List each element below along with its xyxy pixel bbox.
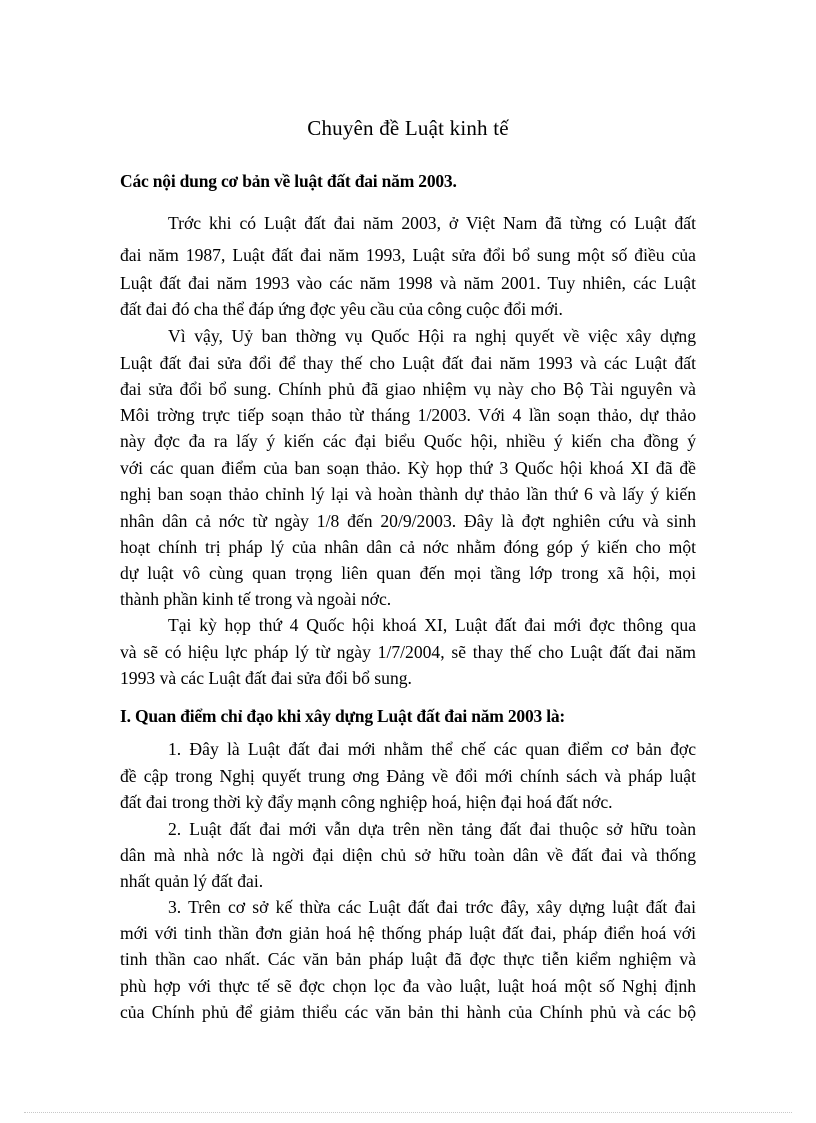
text-line: Luật đất đai năm 1993 vào các năm 1998 và năm 2001. Tuy nhiên, các Luật: [120, 273, 696, 293]
text-line: Môi trờng trực tiếp soạn thảo từ tháng 1/2003. Với 4 lần soạn thảo, dự thảo: [120, 405, 696, 425]
section-heading-overview: Các nội dung cơ bản về luật đất đai năm 2003.: [120, 171, 457, 191]
text-line: phù hợp với thực tế sẽ đợc chọn lọc đa vào luật, luật hoá một số Nghị định: [120, 976, 696, 996]
text-line: dự luật vô cùng quan trọng liên quan đến mọi tầng lớp trong xã hội, mọi: [120, 563, 696, 583]
text-line: 2. Luật đất đai mới vẫn dựa trên nền tảng đất đai thuộc sở hữu toàn: [168, 819, 696, 839]
text-line: và sẽ có hiệu lực pháp lý từ ngày 1/7/2004, sẽ thay thế cho Luật đất đai năm: [120, 642, 696, 662]
text-line: hoạt chính trị pháp lý của nhân dân cả nớc nhằm đóng góp ý kiến cho một: [120, 537, 696, 557]
section-heading-guiding-views: I. Quan điểm chỉ đạo khi xây dựng Luật đất đai năm 2003 là:: [120, 706, 566, 726]
text-line: Luật đất đai sửa đổi để thay thế cho Luật đất đai năm 1993 và các Luật đất: [120, 353, 696, 373]
text-line: 1993 và các Luật đất đai sửa đổi bổ sung.: [120, 668, 412, 688]
text-line: đai năm 1987, Luật đất đai năm 1993, Luật sửa đổi bổ sung một số điều của: [120, 245, 696, 265]
text-line: của Chính phủ để giảm thiểu các văn bản thi hành của Chính phủ và các bộ: [120, 1002, 696, 1022]
text-line: đai sửa đổi bổ sung. Chính phủ đã giao nhiệm vụ này cho Bộ Tài nguyên và: [120, 379, 696, 399]
text-line: nhân dân cả nớc từ ngày 1/8 đến 20/9/2003. Đây là đợt nghiên cứu và sinh: [120, 511, 696, 531]
document-title: Chuyên đề Luật kinh tế: [307, 116, 509, 140]
text-line: với các quan điểm của ban soạn thảo. Kỳ họp thứ 3 Quốc hội khoá XI đã đề: [120, 458, 696, 478]
text-line: thành phần kinh tế trong và ngoài nớc.: [120, 589, 392, 609]
page-bottom-border: [24, 1112, 792, 1113]
text-line: dân mà nhà nớc là ngời đại diện chủ sở hữu toàn dân về đất đai và thống: [120, 845, 696, 865]
text-line: tinh thần cao nhất. Các văn bản pháp luật đã đợc thực tiễn kiểm nghiệm và: [120, 949, 696, 969]
text-line: mới với tinh thần đơn giản hoá hệ thống pháp luật đất đai, pháp điển hoá với: [120, 923, 696, 943]
text-line: 1. Đây là Luật đất đai mới nhằm thể chế các quan điểm cơ bản đợc: [168, 739, 696, 759]
text-line: đất đai đó cha thể đáp ứng đợc yêu cầu của công cuộc đổi mới.: [120, 299, 563, 319]
text-line: Trớc khi có Luật đất đai năm 2003, ở Việt Nam đã từng có Luật đất: [168, 213, 696, 233]
text-line: Tại kỳ họp thứ 4 Quốc hội khoá XI, Luật đất đai mới đợc thông qua: [168, 615, 696, 635]
text-line: đề cập trong Nghị quyết trung ơng Đảng về đổi mới chính sách và pháp luật: [120, 766, 696, 786]
text-line: 3. Trên cơ sở kế thừa các Luật đất đai trớc đây, xây dựng luật đất đai: [168, 897, 696, 917]
text-line: này đợc đa ra lấy ý kiến các đại biểu Quốc hội, nhiều ý kiến cha đồng ý: [120, 431, 696, 451]
text-line: Vì vậy, Uỷ ban thờng vụ Quốc Hội ra nghị quyết về việc xây dựng: [168, 326, 696, 346]
text-line: nhất quản lý đất đai.: [120, 871, 264, 891]
text-line: nghị ban soạn thảo chỉnh lý lại và hoàn thành dự thảo lần thứ 6 và lấy ý kiến: [120, 484, 696, 504]
text-line: đất đai trong thời kỳ đẩy mạnh công nghiệp hoá, hiện đại hoá đất nớc.: [120, 792, 613, 812]
